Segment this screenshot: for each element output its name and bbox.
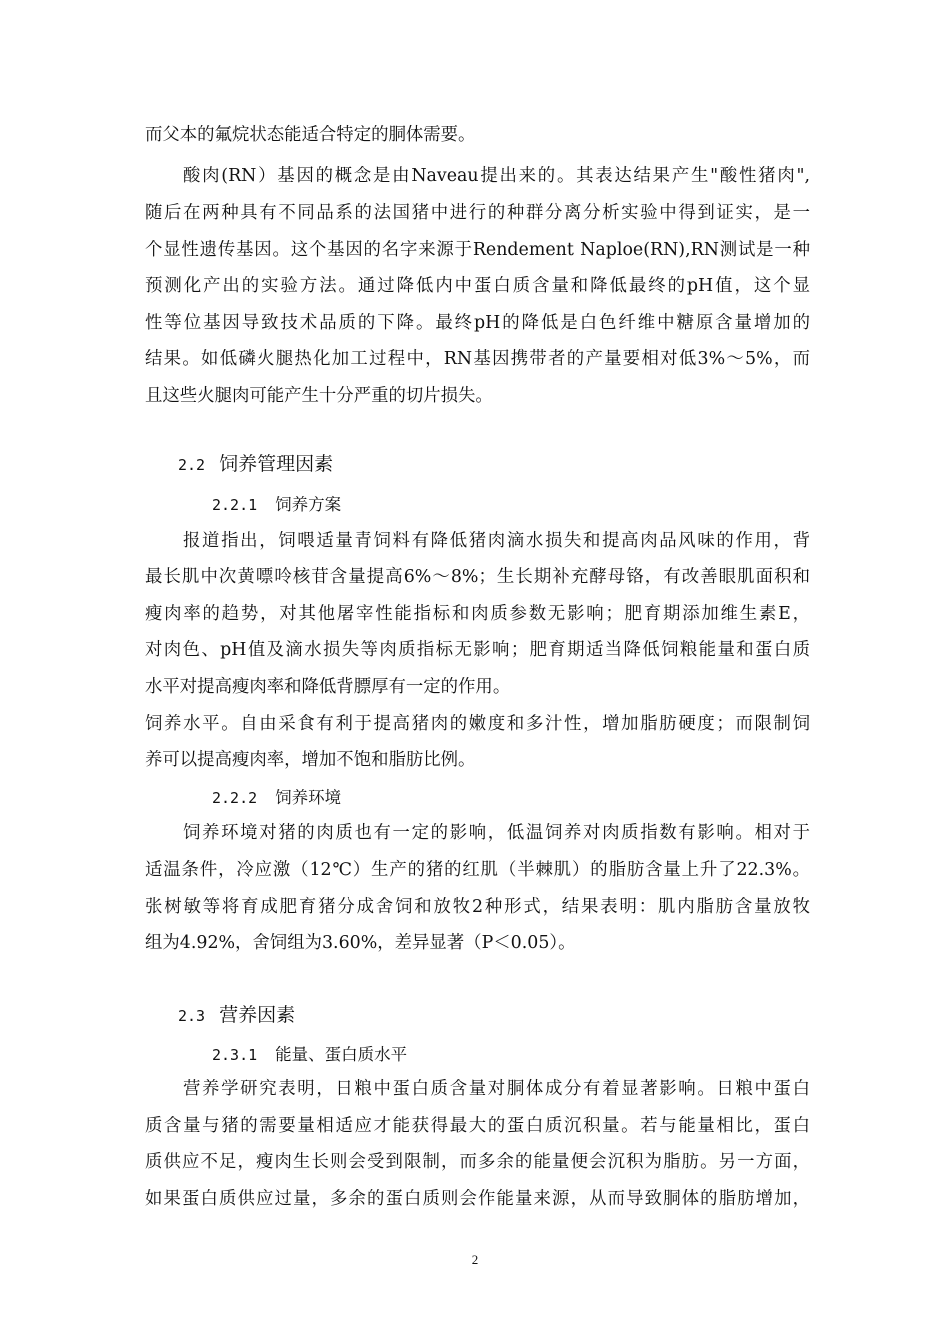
paragraph-line: 饲养水平。自由采食有利于提高猪肉的嫩度和多汁性，增加脂肪硬度；而限制饲 (145, 714, 810, 734)
subsection-number: 2.2.2 (212, 789, 258, 807)
paragraph-line: 水平对提高瘦肉率和降低背膘厚有一定的作用。 (145, 677, 511, 697)
subsection-title: 能量、蛋白质水平 (275, 1045, 408, 1064)
section-heading (178, 1003, 295, 1028)
section-number: 2.3 (178, 1007, 206, 1025)
paragraph-line: 随后在两种具有不同品系的法国猪中进行的种群分离分析实验中得到证实，是一 (145, 203, 810, 223)
paragraph-line: 预测化产出的实验方法。通过降低内中蛋白质含量和降低最终的pH值，这个显 (145, 276, 810, 296)
subsection-heading (212, 787, 341, 809)
section-title: 饲养管理因素 (219, 453, 334, 475)
paragraph-line: 营养学研究表明，日粮中蛋白质含量对胴体成分有着显著影响。日粮中蛋白 (183, 1079, 810, 1099)
paragraph-line: 张树敏等将育成肥育猪分成舍饲和放牧2种形式，结果表明：肌内脂肪含量放牧 (145, 897, 810, 917)
page-number: 2 (471, 1252, 479, 1267)
subsection-heading (212, 494, 341, 516)
subsection-number: 2.3.1 (212, 1046, 258, 1064)
paragraph-line: 组为4.92%，舍饲组为3.60%，差异显著（P＜0.05）。 (145, 933, 576, 953)
subsection-title: 饲养方案 (275, 495, 342, 514)
paragraph-line: 个显性遗传基因。这个基因的名字来源于Rendement Naploe(RN),RN测试是一种 (145, 240, 810, 260)
paragraph-line: 质含量与猪的需要量相适应才能获得最大的蛋白质沉积量。若与能量相比，蛋白 (145, 1116, 810, 1136)
paragraph-line: 质供应不足，瘦肉生长则会受到限制，而多余的能量便会沉积为脂肪。另一方面， (145, 1152, 810, 1172)
paragraph-line: 酸肉(RN）基因的概念是由Naveau提出来的。其表达结果产生"酸性猪肉", (183, 166, 810, 186)
paragraph-line: 如果蛋白质供应过量，多余的蛋白质则会作能量来源，从而导致胴体的脂肪增加， (145, 1189, 810, 1209)
paragraph-line: 对肉色、pH值及滴水损失等肉质指标无影响；肥育期适当降低饲粮能量和蛋白质 (145, 640, 810, 660)
paragraph-line: 养可以提高瘦肉率，增加不饱和脂肪比例。 (145, 750, 476, 770)
paragraph-line: 瘦肉率的趋势，对其他屠宰性能指标和肉质参数无影响；肥育期添加维生素E， (145, 604, 810, 624)
paragraph-line: 性等位基因导致技术品质的下降。最终pH的降低是白色纤维中糖原含量增加的 (145, 313, 810, 333)
section-heading (178, 452, 333, 477)
paragraph-line: 而父本的氟烷状态能适合特定的胴体需要。 (145, 125, 476, 145)
paragraph-line: 结果。如低磷火腿热化加工过程中，RN基因携带者的产量要相对低3%～5%，而 (145, 349, 810, 369)
subsection-heading (212, 1044, 407, 1066)
paragraph-line: 饲养环境对猪的肉质也有一定的影响，低温饲养对肉质指数有影响。相对于 (183, 823, 810, 843)
paragraph-line: 最长肌中次黄嘌呤核苷含量提高6%～8%；生长期补充酵母铬，有改善眼肌面积和 (145, 567, 810, 587)
section-number: 2.2 (178, 456, 206, 474)
paragraph-line: 且这些火腿肉可能产生十分严重的切片损失。 (145, 386, 493, 406)
subsection-number: 2.2.1 (212, 496, 258, 514)
paragraph-line: 报道指出，饲喂适量青饲料有降低猪肉滴水损失和提高肉品风味的作用，背 (183, 531, 810, 551)
subsection-title: 饲养环境 (275, 788, 342, 807)
section-title: 营养因素 (219, 1004, 296, 1026)
paragraph-line: 适温条件，冷应激（12℃）生产的猪的红肌（半棘肌）的脂肪含量上升了22.3%。 (145, 860, 810, 880)
